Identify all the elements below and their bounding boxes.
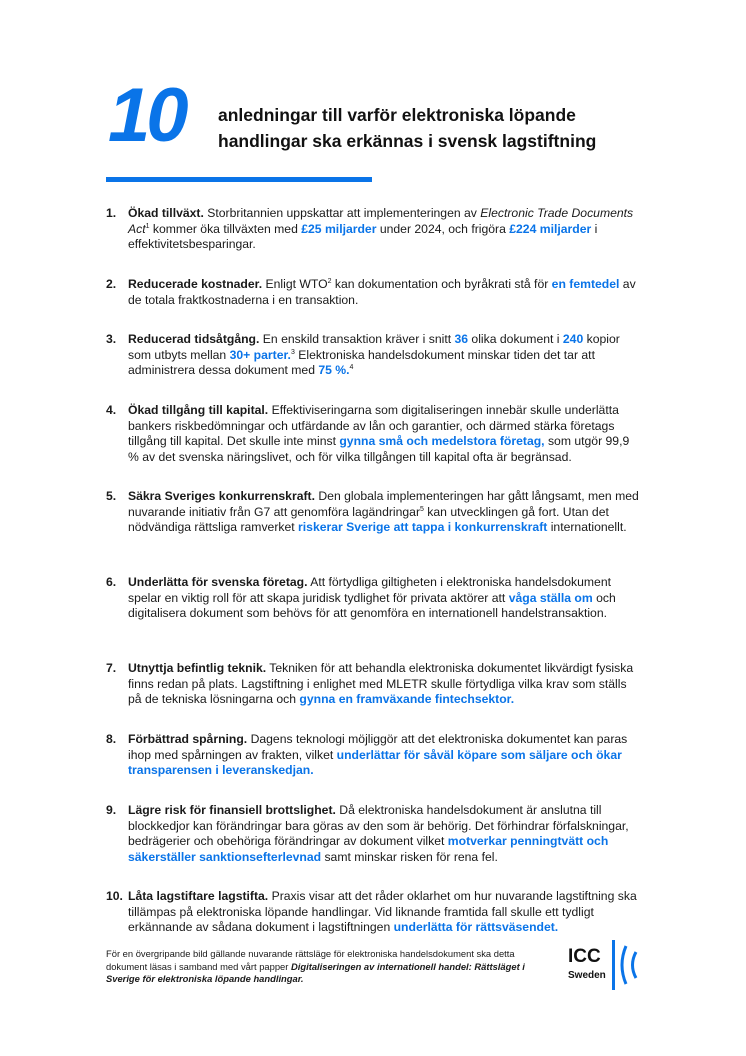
item-lead: Förbättrad spårning. <box>128 732 248 746</box>
page-title <box>218 102 658 154</box>
item-lead: Lägre risk för finansiell brottslighet. <box>128 803 336 817</box>
footnote-ref: 5 <box>420 505 424 513</box>
item-number: 4. <box>106 403 117 417</box>
highlight: gynna en framväxande fintechsektor. <box>299 692 515 706</box>
item-number: 10. <box>106 889 123 903</box>
highlight: underlätta för rättsväsendet. <box>393 920 559 934</box>
footnote-ref: 3 <box>290 348 295 356</box>
item-lead: Låta lagstiftare lagstifta. <box>128 889 269 903</box>
highlight: 75 %. <box>318 363 350 377</box>
big-number-10: 10 <box>108 73 185 158</box>
highlight: våga ställa om <box>508 590 593 605</box>
list-item-5: 5. Säkra Sveriges konkurrenskraft. Den globala implementeringen har gått långsamt, men med nuvarande initiativ från G7 att genomföra lagändringar$^5$ kan utvecklingen gå fort. Utan det nödvändiga rättsliga ramverket riskerar Sverige att tappa i konkurrenskraft internationellt. <box>106 489 639 534</box>
item-number: 3. <box>106 332 117 346</box>
list-item-4: 4. Ökad tillgång till kapital. Effektiviseringarna som digitaliseringen innebär skulle underlätta bankers riskbedömningar och utfärdande av lån och garantier, och därmed stärka företags tillgång till kapital. Det skulle inte minst gynna små och medelstora företag, som utgör 99,9 % av det svenska näringslivet, och för vilka tillgången till kapital ofta är begränsad. <box>106 403 630 464</box>
item-lead: Ökad tillväxt. <box>128 206 204 220</box>
highlight: gynna små och medelstora företag, <box>339 434 545 448</box>
logo-sweden-text: Sweden <box>568 970 606 981</box>
icc-sweden-logo <box>566 940 646 990</box>
item-number: 1. <box>106 206 117 220</box>
list-item-7: 7. Utnyttja befintlig teknik. Tekniken för att behandla elektroniska dokumentet likvärdigt fysiska finns redan på plats. Lagstiftning i enlighet med MLETR skulle förtydliga vilka krav som ställs på de tekniska lösningarna och gynna en framväxande fintechsektor. <box>106 661 634 706</box>
law-title: Electronic Trade Documents Act <box>128 206 634 236</box>
item-number: 8. <box>106 732 117 746</box>
logo-arcs-icon <box>616 940 646 990</box>
list-item-10: 10. Låta lagstiftare lagstifta. Praxis visar att det råder oklarhet om hur nuvarande lagstiftning ska tillämpas på elektroniska löpande handlingar. Vid liknande framtida fall skulle ett tydligt erkännande av sådana dokument i lagstiftningen underlätta för rättsväsendet. <box>106 889 637 934</box>
list-item-8: 8. Förbättrad spårning. Dagens teknologi möjliggör att det elektroniska dokumentet kan paras ihop med spårningen av frakten, vilket underlättar för såväl köpare som säljare och ökar transparensen i leveranskedjan. <box>106 732 628 777</box>
highlight: 240 <box>562 332 584 346</box>
list-item-9: 9. Lägre risk för finansiell brottslighet. Då elektroniska handelsdokument är anslutna till blockkedjor kan förändringar bara göras av den som är behörig. Det förhindrar förfalskningar, bedrägerier och obehöriga förändringar av dokument vilket motverkar penningtvätt och säkerställer sanktionsefterlevnad samt minskar risken för rena fel. <box>106 803 629 864</box>
logo-icc-text: ICC <box>568 946 601 967</box>
list-item-1: 1. Ökad tillväxt. Storbritannien uppskattar att implementeringen av Electronic Trade Documents Act$^1$ kommer öka tillväxten med £25 miljarder under 2024, och frigöra £224 miljarder i effektivitetsbesparingar. <box>106 206 634 251</box>
highlight: motverkar penningtvätt och säkerställer sanktionsefterlevnad <box>128 834 609 864</box>
footer-note: För en övergripande bild gällande nuvarande rättsläge för elektroniska handelsdokument ska detta dokument läsas i samband med vårt papper Digitaliseringen av internationell handel: Rättsläget i Sverige för elektroniska löpande handlingar. <box>106 948 525 984</box>
footnote-ref: 4 <box>349 364 354 371</box>
highlight: £25 miljarder <box>301 221 377 236</box>
highlight: £224 miljarder <box>509 221 592 236</box>
item-lead: Underlätta för svenska företag. <box>128 575 308 589</box>
footnote-ref: 1 <box>145 222 150 230</box>
highlight: 36 <box>454 332 469 346</box>
highlight: riskerar Sverige att tappa i konkurrenskraft <box>298 520 548 534</box>
highlight: en femtedel <box>551 277 620 291</box>
highlight: underlättar för såväl köpare som säljare och ökar transparensen i leveranskedjan. <box>128 747 622 777</box>
list-item-6: 6. Underlätta för svenska företag. Att förtydliga giltigheten i elektroniska handelsdokument spelar en viktig roll för att skapa juridisk tydlighet för privata aktörer att våga ställa om och digitalisera dokument som behövs för att genomföra en internationell handelstransaktion. <box>106 575 616 620</box>
title-line-2: handlingar ska erkännas i svensk lagstiftning <box>218 131 597 151</box>
accent-rule <box>106 177 372 182</box>
list-item-3: 3. Reducerad tidsåtgång. En enskild transaktion kräver i snitt 36 olika dokument i 240 kopior som utbyts mellan 30+ parter.$^3$ Elektroniska handelsdokument minskar tiden det tar att administrera dessa dokument med 75 %.$^4$ <box>106 332 620 377</box>
footnote-ref: 2 <box>327 278 332 285</box>
item-lead: Reducerad tidsåtgång. <box>128 332 260 346</box>
item-number: 6. <box>106 575 117 589</box>
title-line-1: anledningar till varför elektroniska löpande <box>218 105 576 125</box>
item-number: 7. <box>106 661 117 675</box>
item-lead: Säkra Sveriges konkurrenskraft. <box>128 489 315 503</box>
item-number: 2. <box>106 277 117 291</box>
item-lead: Utnyttja befintlig teknik. <box>128 661 267 675</box>
highlight: 30+ parter. <box>229 347 291 362</box>
item-lead: Reducerade kostnader. <box>128 277 263 291</box>
item-number: 9. <box>106 803 117 817</box>
item-lead: Ökad tillgång till kapital. <box>128 403 269 417</box>
list-item-2: 2. Reducerade kostnader. Enligt WTO$^2$ kan dokumentation och byråkrati stå för en femtedel av de totala fraktkostnaderna i en transaktion. <box>106 277 636 307</box>
reasons-list <box>106 206 642 953</box>
referenced-paper-title: Digitaliseringen av internationell handel: Rättsläget i Sverige för elektroniska löpande handlingar. <box>106 960 525 984</box>
logo-bar-icon <box>612 940 615 990</box>
item-number: 5. <box>106 489 117 503</box>
